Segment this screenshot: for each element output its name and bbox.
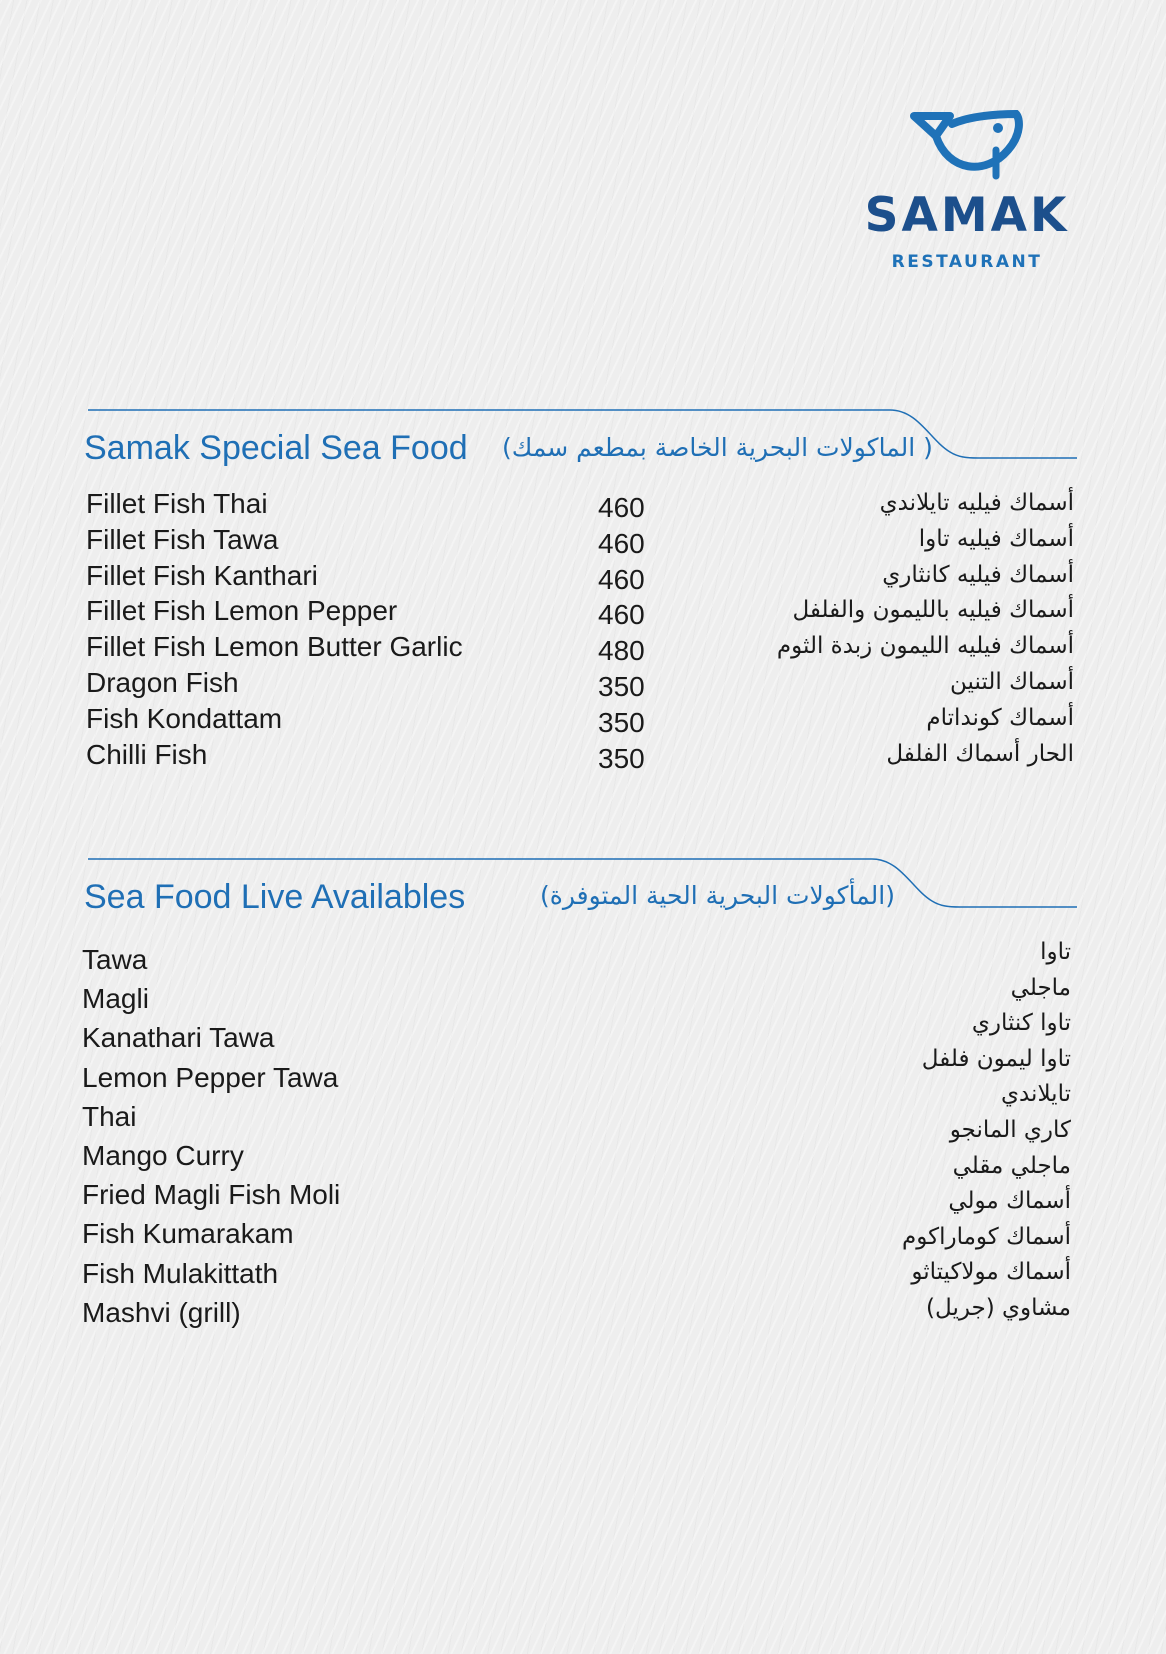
menu-item-name-ar: أسماك فيليه كانثاري <box>882 561 1074 588</box>
menu-item-price: 480 <box>598 635 645 667</box>
menu-item-price: 460 <box>598 599 645 631</box>
menu-item-price: 350 <box>598 742 645 774</box>
section-title-special: Samak Special Sea Food <box>84 429 468 467</box>
menu-item <box>0 595 1166 631</box>
section-title-special-ar: ( الماكولات البحرية الخاصة بمطعم سمك) <box>502 433 933 462</box>
live-item-name: Fish Mulakittath <box>82 1257 279 1289</box>
live-item-name-ar: تاوا كنثاري <box>971 1010 1071 1037</box>
menu-item-price: 460 <box>598 492 645 523</box>
live-item-name-ar: أسماك كوماراكوم <box>902 1223 1071 1250</box>
brand-logo <box>850 110 1080 280</box>
menu-item <box>0 524 1166 560</box>
live-item-name-ar: تايلاندي <box>1000 1081 1071 1108</box>
live-item-name: Fish Kumarakam <box>82 1218 294 1250</box>
section-title-live-ar: (المأكولات البحرية الحية المتوفرة) <box>540 881 895 910</box>
menu-item-name-ar: الحار أسماك الفلفل <box>886 740 1074 767</box>
menu-item-name: Fillet Fish Thai <box>86 488 268 519</box>
live-item-name: Lemon Pepper Tawa <box>82 1061 339 1093</box>
menu-item-name-ar: أسماك فيليه تاوا <box>918 525 1074 552</box>
live-item-name: Thai <box>82 1100 137 1132</box>
menu-item-name-ar: أسماك كونداتام <box>926 704 1074 731</box>
live-item-name-ar: ماجلي مقلي <box>952 1152 1071 1179</box>
live-item-name: Kanathari Tawa <box>82 1022 275 1054</box>
menu-item-name-ar: أسماك فيليه تايلاندي <box>879 490 1074 516</box>
menu-item <box>0 560 1166 596</box>
live-item-name: Mango Curry <box>82 1140 244 1171</box>
menu-item-name: Fish Kondattam <box>86 702 283 734</box>
menu-item-name: Fillet Fish Lemon Butter Garlic <box>86 631 463 663</box>
menu-item-name: Fillet Fish Lemon Pepper <box>86 595 398 627</box>
menu-item <box>0 488 1166 524</box>
menu-item-price: 350 <box>598 706 645 738</box>
live-item-name-ar: كاري المانجو <box>949 1117 1071 1143</box>
menu-item-name-ar: أسماك فيليه الليمون زبدة الثوم <box>776 633 1074 660</box>
menu-item <box>0 703 1166 739</box>
menu-item-name: Chilli Fish <box>86 738 208 770</box>
menu-item-price: 350 <box>598 671 645 702</box>
menu-item-name: Fillet Fish Tawa <box>86 523 279 555</box>
live-item-name-ar: أسماك مولي <box>948 1188 1071 1215</box>
live-item-name-ar: تاوا <box>1040 939 1071 965</box>
menu-item-name-ar: أسماك فيليه بالليمون والفلفل <box>792 597 1074 624</box>
fish-icon <box>910 110 1026 186</box>
menu-item <box>0 739 1166 775</box>
menu-item-price: 460 <box>598 563 645 595</box>
section-title-live: Sea Food Live Availables <box>84 878 466 916</box>
live-item-name-ar: مشاوي (جريل) <box>926 1295 1071 1321</box>
menu-item-name: Fillet Fish Kanthari <box>86 559 318 591</box>
live-item-name-ar: أسماك مولاكيتاثو <box>911 1259 1071 1286</box>
live-item-name: Tawa <box>82 944 148 975</box>
menu-item-name-ar: أسماك التنين <box>950 669 1074 695</box>
brand-subtitle: RESTAURANT <box>891 252 1043 272</box>
brand-name: SAMAK <box>864 188 1070 243</box>
menu-item-name: Dragon Fish <box>86 667 239 698</box>
live-item-name-ar: ماجلي <box>1010 974 1071 1001</box>
menu-item <box>0 631 1166 667</box>
live-item-name: Magli <box>82 983 149 1015</box>
menu-item <box>0 667 1166 703</box>
live-item-name-ar: تاوا ليمون فلفل <box>921 1045 1071 1072</box>
live-item-name: Mashvi (grill) <box>82 1296 241 1328</box>
live-item-name: Fried Magli Fish Moli <box>82 1179 341 1211</box>
menu-item-price: 460 <box>598 527 645 559</box>
